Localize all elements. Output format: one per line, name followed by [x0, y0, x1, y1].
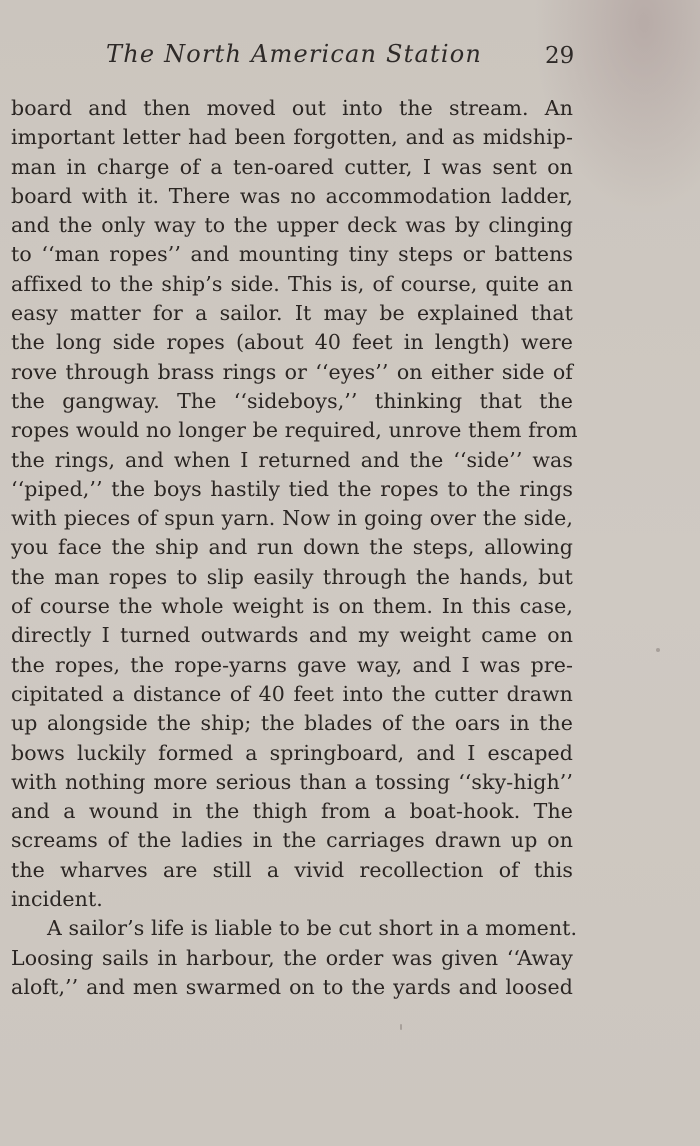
- text-line: board with it. There was no accommodation ladder,: [11, 183, 573, 208]
- paper-speck: [400, 1024, 402, 1030]
- text-line: Loosing sails in harbour, the order was given ‘‘Away: [11, 945, 573, 970]
- text-line: the ropes, the rope-yarns gave way, and I was pre-: [11, 652, 573, 677]
- text-line: ‘‘piped,’’ the boys hastily tied the ropes to the rings: [11, 476, 573, 501]
- text-line: important letter had been forgotten, and as midship-: [11, 125, 573, 150]
- text-line: aloft,’’ and men swarmed on to the yards and loosed: [11, 974, 573, 999]
- text-line: the wharves are still a vivid recollection of this: [11, 857, 573, 882]
- text-line: up alongside the ship; the blades of the oars in the: [11, 711, 573, 736]
- text-line: and the only way to the upper deck was by clinging: [11, 213, 573, 238]
- text-line: man in charge of a ten-oared cutter, I was sent on: [11, 154, 573, 179]
- paragraph-start-line: A sailor’s life is liable to be cut short in a moment.: [47, 916, 578, 941]
- text-line: the rings, and when I returned and the ‘‘side’’ was: [11, 447, 573, 472]
- running-title: The North American Station: [106, 40, 483, 68]
- text-line: directly I turned outwards and my weight came on: [11, 623, 573, 648]
- text-line: of course the whole weight is on them. In this case,: [11, 594, 573, 619]
- text-line: the gangway. The ‘‘sideboys,’’ thinking that the: [11, 388, 573, 413]
- text-line: screams of the ladies in the carriages drawn up on: [11, 828, 573, 853]
- paper-speck: [656, 648, 660, 652]
- text-line: with pieces of spun yarn. Now in going over the side,: [11, 506, 573, 531]
- page-number: 29: [545, 43, 575, 69]
- text-line: affixed to the ship’s side. This is, of course, quite an: [11, 271, 573, 296]
- text-line: the man ropes to slip easily through the hands, but: [11, 564, 573, 589]
- text-line: board and then moved out into the stream. An: [11, 96, 573, 120]
- text-line: with nothing more serious than a tossing ‘‘sky-high’’: [11, 769, 573, 794]
- text-line: ropes would no longer be required, unrove them from: [11, 418, 578, 443]
- text-line: rove through brass rings or ‘‘eyes’’ on either side of: [11, 359, 573, 384]
- text-line: you face the ship and run down the steps, allowing: [11, 535, 573, 560]
- text-line: easy matter for a sailor. It may be explained that: [11, 301, 573, 326]
- paragraph-end-line: incident.: [11, 887, 103, 912]
- text-line: and a wound in the thigh from a boat-hook. The: [11, 799, 573, 824]
- text-line: the long side ropes (about 40 feet in length) were: [11, 330, 573, 355]
- text-line: bows luckily formed a springboard, and I escaped: [11, 740, 573, 765]
- text-line: cipitated a distance of 40 feet into the cutter drawn: [11, 681, 573, 706]
- running-head: [0, 40, 700, 76]
- text-line: to ‘‘man ropes’’ and mounting tiny steps or battens: [11, 242, 573, 267]
- body-text: [11, 94, 578, 1002]
